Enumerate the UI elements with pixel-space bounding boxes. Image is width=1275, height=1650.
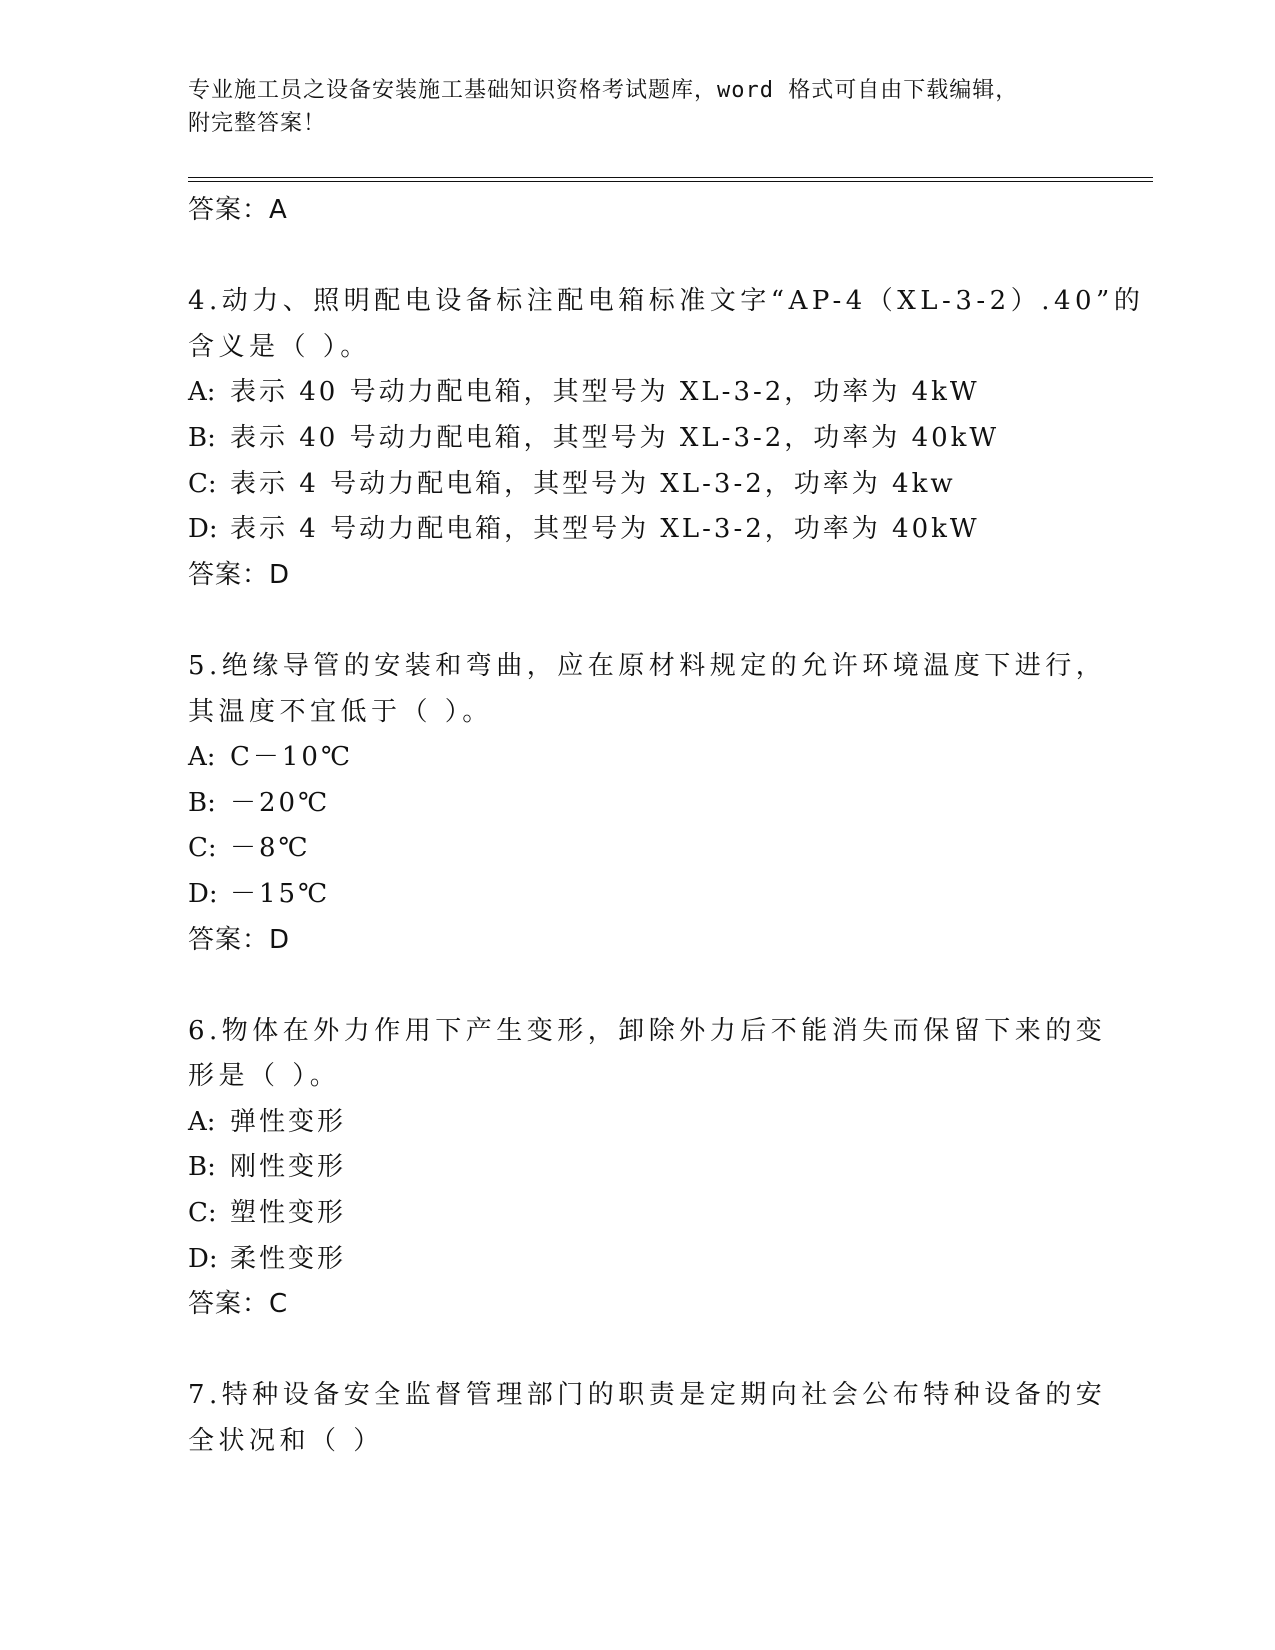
option-d: [188, 872, 1108, 918]
option-text: 表示 4 号动力配电箱，其型号为 XL-3-2，功率为 4kw: [230, 468, 956, 499]
option-letter: B:: [188, 1152, 216, 1183]
header-line-1: 专业施工员之设备安装施工基础知识资格考试题库，word 格式可自由下载编辑，: [188, 78, 1019, 103]
option-c: [188, 826, 1108, 872]
option-text: 表示 40 号动力配电箱，其型号为 XL-3-2，功率为 40kW: [230, 422, 1000, 453]
question-item: [188, 1373, 1108, 1464]
question-text: 其温度不宜低于（ ）。: [188, 696, 493, 727]
option-text: －20℃: [230, 787, 331, 818]
option-text: 表示 40 号动力配电箱，其型号为 XL-3-2，功率为 4kW: [230, 377, 980, 408]
option-c: [188, 462, 1108, 508]
answer-line: 答案：D: [188, 924, 291, 955]
question-text: 5.绝缘导管的安装和弯曲，应在原材料规定的允许环境温度下进行，: [188, 650, 1107, 681]
option-d: [188, 1237, 1108, 1283]
option-letter: C:: [188, 468, 217, 499]
option-a: [188, 1100, 1108, 1146]
option-a: [188, 370, 1108, 416]
option-text: 刚性变形: [230, 1152, 347, 1183]
option-a: [188, 735, 1108, 781]
option-letter: C:: [188, 1198, 217, 1229]
option-text: C－10℃: [230, 742, 354, 773]
header-divider-bottom: [188, 181, 1153, 182]
option-letter: A:: [188, 1106, 216, 1137]
option-letter: C:: [188, 833, 217, 864]
question-text: 全状况和（ ）: [188, 1426, 384, 1457]
question-text: 形是（ ）。: [188, 1061, 341, 1092]
option-letter: D:: [188, 514, 218, 545]
page-header: [188, 74, 1068, 140]
question-list: [188, 188, 1145, 1465]
option-letter: B:: [188, 422, 216, 453]
option-letter: B:: [188, 787, 216, 818]
answer-line: 答案：D: [188, 559, 291, 590]
question-text: 6.物体在外力作用下产生变形，卸除外力后不能消失而保留下来的变: [188, 1015, 1107, 1046]
option-b: [188, 416, 1108, 462]
header-line-2: 附完整答案！: [188, 111, 327, 136]
option-text: －15℃: [230, 878, 331, 909]
option-letter: D:: [188, 878, 218, 909]
question-item: [188, 644, 1108, 963]
question-text: 4.动力、照明配电设备标注配电箱标准文字“AP-4（XL-3-2）.40”的: [188, 286, 1145, 317]
option-text: 表示 4 号动力配电箱，其型号为 XL-3-2，功率为 40kW: [230, 514, 980, 545]
answer-line: 答案：A: [188, 195, 288, 225]
option-b: [188, 1145, 1108, 1191]
question-item: [188, 279, 1145, 598]
option-text: 弹性变形: [230, 1106, 347, 1137]
option-text: 塑性变形: [230, 1198, 347, 1229]
question-text: 7.特种设备安全监督管理部门的职责是定期向社会公布特种设备的安: [188, 1380, 1107, 1411]
option-b: [188, 781, 1108, 827]
option-d: [188, 507, 1108, 553]
option-letter: A:: [188, 742, 216, 773]
option-letter: A:: [188, 377, 216, 408]
option-text: －8℃: [230, 833, 311, 864]
option-letter: D:: [188, 1243, 218, 1274]
answer-line: 答案：C: [188, 1289, 289, 1320]
question-text: 含义是（ ）。: [188, 331, 371, 362]
option-text: 柔性变形: [230, 1243, 347, 1274]
header-divider-top: [188, 177, 1153, 178]
option-c: [188, 1191, 1108, 1237]
question-item: [188, 1009, 1108, 1328]
